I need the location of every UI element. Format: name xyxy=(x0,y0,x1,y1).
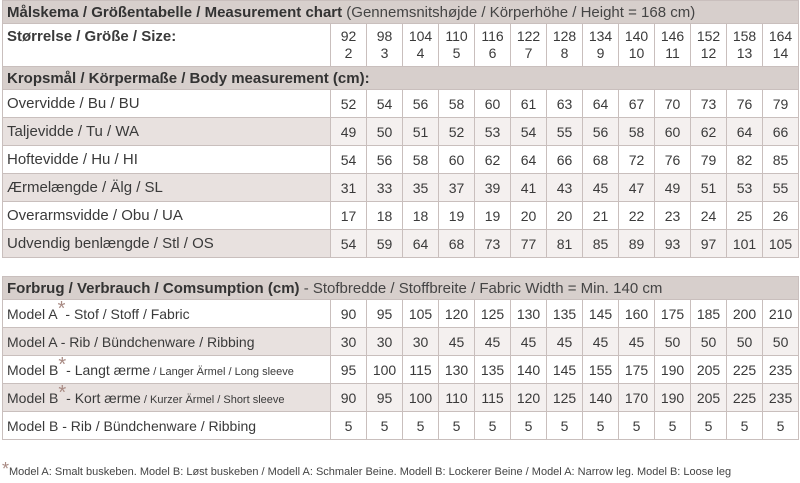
value-cell: 45 xyxy=(583,174,619,202)
chart-title-row xyxy=(3,1,799,24)
value-cell: 66 xyxy=(763,118,799,146)
value-cell: 26 xyxy=(763,202,799,230)
table-row xyxy=(3,356,799,384)
row-label-text: Model B - Rib / Bündchenware / Ribbing xyxy=(7,417,257,434)
size-cell xyxy=(331,24,367,67)
value-cell: 93 xyxy=(655,230,691,258)
value-cell: 5 xyxy=(691,412,727,440)
value-cell: 225 xyxy=(727,384,763,412)
table-row xyxy=(3,300,799,328)
size-height: 152 xyxy=(696,28,721,44)
value-cell: 205 xyxy=(691,384,727,412)
value-cell: 5 xyxy=(619,412,655,440)
chart-title xyxy=(3,1,799,24)
value-cell: 61 xyxy=(511,90,547,118)
value-cell: 52 xyxy=(439,118,475,146)
value-cell: 140 xyxy=(511,356,547,384)
row-label xyxy=(3,384,331,412)
table-row xyxy=(3,118,799,146)
height-note: (Gennemsnitshøjde / Körperhöhe / Height = 168 cm) xyxy=(342,3,696,21)
size-height: 158 xyxy=(732,28,757,44)
value-cell: 200 xyxy=(727,300,763,328)
value-cell: 45 xyxy=(547,328,583,356)
value-cell: 30 xyxy=(403,328,439,356)
value-cell: 76 xyxy=(655,146,691,174)
size-number: 3 xyxy=(380,45,389,61)
table-row xyxy=(3,90,799,118)
size-number: 6 xyxy=(488,45,497,61)
asterisk-icon: * xyxy=(58,383,67,404)
value-cell: 45 xyxy=(439,328,475,356)
value-cell: 64 xyxy=(511,146,547,174)
row-label xyxy=(3,356,331,384)
value-cell: 190 xyxy=(655,356,691,384)
size-number: 12 xyxy=(700,45,717,61)
size-height: 128 xyxy=(552,28,577,44)
value-cell: 210 xyxy=(763,300,799,328)
size-cell xyxy=(763,24,799,67)
value-cell: 50 xyxy=(727,328,763,356)
value-cell: 20 xyxy=(547,202,583,230)
size-height: 104 xyxy=(408,28,433,44)
value-cell: 79 xyxy=(691,146,727,174)
value-cell: 85 xyxy=(763,146,799,174)
row-label-suffix: - Langt ærme xyxy=(66,361,151,378)
size-cell xyxy=(439,24,475,67)
value-cell: 45 xyxy=(583,328,619,356)
value-cell: 54 xyxy=(331,230,367,258)
value-cell: 33 xyxy=(367,174,403,202)
value-cell: 145 xyxy=(583,300,619,328)
table-row xyxy=(3,412,799,440)
value-cell: 49 xyxy=(331,118,367,146)
value-cell: 5 xyxy=(331,412,367,440)
value-cell: 68 xyxy=(583,146,619,174)
value-cell: 73 xyxy=(475,230,511,258)
size-label: Størrelse / Größe / Size: xyxy=(3,24,331,67)
value-cell: 5 xyxy=(763,412,799,440)
value-cell: 67 xyxy=(619,90,655,118)
size-table xyxy=(2,0,799,258)
value-cell: 54 xyxy=(367,90,403,118)
chart-title-text: Målskema / Größentabelle / Measurement chart xyxy=(7,3,343,21)
value-cell: 130 xyxy=(439,356,475,384)
value-cell: 120 xyxy=(511,384,547,412)
value-cell: 100 xyxy=(403,384,439,412)
value-cell: 52 xyxy=(331,90,367,118)
value-cell: 5 xyxy=(367,412,403,440)
value-cell: 5 xyxy=(475,412,511,440)
value-cell: 60 xyxy=(655,118,691,146)
value-cell: 22 xyxy=(619,202,655,230)
value-cell: 95 xyxy=(331,356,367,384)
size-number: 4 xyxy=(416,45,425,61)
row-label-note: / Kurzer Ärmel / Short sleeve xyxy=(140,393,285,406)
value-cell: 145 xyxy=(547,356,583,384)
size-number: 13 xyxy=(736,45,753,61)
value-cell: 56 xyxy=(403,90,439,118)
asterisk-icon: * xyxy=(58,355,67,376)
value-cell: 90 xyxy=(331,300,367,328)
value-cell: 175 xyxy=(619,356,655,384)
value-cell: 95 xyxy=(367,384,403,412)
size-height: 98 xyxy=(376,28,393,44)
value-cell: 21 xyxy=(583,202,619,230)
size-cell xyxy=(583,24,619,67)
body-rows xyxy=(3,90,799,258)
size-height: 92 xyxy=(340,28,357,44)
row-label-note: / Langer Ärmel / Long sleeve xyxy=(150,365,294,378)
value-cell: 170 xyxy=(619,384,655,412)
value-cell: 66 xyxy=(547,146,583,174)
value-cell: 100 xyxy=(367,356,403,384)
row-label: Overvidde / Bu / BU xyxy=(3,90,331,118)
value-cell: 79 xyxy=(763,90,799,118)
size-cell xyxy=(727,24,763,67)
value-cell: 70 xyxy=(655,90,691,118)
table-row xyxy=(3,230,799,258)
consumption-title xyxy=(3,277,799,300)
value-cell: 18 xyxy=(367,202,403,230)
value-cell: 56 xyxy=(367,146,403,174)
consumption-rows xyxy=(3,300,799,440)
size-height: 140 xyxy=(624,28,649,44)
value-cell: 68 xyxy=(439,230,475,258)
value-cell: 62 xyxy=(691,118,727,146)
consumption-title-row xyxy=(3,277,799,300)
value-cell: 101 xyxy=(727,230,763,258)
row-label-suffix: - Stof / Stoff / Fabric xyxy=(65,305,190,322)
row-label: Overarmsvidde / Obu / UA xyxy=(3,202,331,230)
value-cell: 135 xyxy=(547,300,583,328)
value-cell: 155 xyxy=(583,356,619,384)
value-cell: 25 xyxy=(727,202,763,230)
value-cell: 19 xyxy=(475,202,511,230)
value-cell: 5 xyxy=(583,412,619,440)
size-cell xyxy=(403,24,439,67)
footnote xyxy=(2,459,732,479)
value-cell: 58 xyxy=(619,118,655,146)
size-number: 14 xyxy=(772,45,789,61)
row-label-text: Model B xyxy=(7,389,59,406)
value-cell: 55 xyxy=(547,118,583,146)
row-label-text: Model B xyxy=(7,361,59,378)
value-cell: 43 xyxy=(547,174,583,202)
value-cell: 58 xyxy=(439,90,475,118)
value-cell: 82 xyxy=(727,146,763,174)
value-cell: 19 xyxy=(439,202,475,230)
size-height: 122 xyxy=(516,28,541,44)
size-cell xyxy=(511,24,547,67)
value-cell: 73 xyxy=(691,90,727,118)
value-cell: 72 xyxy=(619,146,655,174)
table-row xyxy=(3,384,799,412)
value-cell: 60 xyxy=(475,90,511,118)
size-height: 146 xyxy=(660,28,685,44)
consumption-title-text: Forbrug / Verbrauch / Comsumption (cm) xyxy=(7,279,300,297)
value-cell: 135 xyxy=(475,356,511,384)
value-cell: 45 xyxy=(511,328,547,356)
value-cell: 130 xyxy=(511,300,547,328)
value-cell: 18 xyxy=(403,202,439,230)
value-cell: 5 xyxy=(727,412,763,440)
row-label-suffix: - Kort ærme xyxy=(66,389,141,406)
size-cell xyxy=(367,24,403,67)
size-number: 9 xyxy=(596,45,605,61)
value-cell: 5 xyxy=(511,412,547,440)
value-cell: 45 xyxy=(475,328,511,356)
value-cell: 41 xyxy=(511,174,547,202)
value-cell: 20 xyxy=(511,202,547,230)
value-cell: 77 xyxy=(511,230,547,258)
value-cell: 50 xyxy=(655,328,691,356)
value-cell: 160 xyxy=(619,300,655,328)
value-cell: 49 xyxy=(655,174,691,202)
value-cell: 39 xyxy=(475,174,511,202)
row-label xyxy=(3,412,331,440)
size-height: 110 xyxy=(445,28,468,44)
size-height: 134 xyxy=(588,28,613,44)
value-cell: 17 xyxy=(331,202,367,230)
size-number: 7 xyxy=(524,45,533,61)
body-section-title xyxy=(3,67,799,90)
size-cell xyxy=(691,24,727,67)
value-cell: 58 xyxy=(403,146,439,174)
size-number: 8 xyxy=(560,45,569,61)
value-cell: 35 xyxy=(403,174,439,202)
value-cell: 140 xyxy=(583,384,619,412)
value-cell: 5 xyxy=(439,412,475,440)
value-cell: 64 xyxy=(583,90,619,118)
value-cell: 110 xyxy=(439,384,475,412)
value-cell: 50 xyxy=(367,118,403,146)
size-number: 10 xyxy=(628,45,645,61)
consumption-table xyxy=(2,276,799,440)
row-label: Hoftevidde / Hu / HI xyxy=(3,146,331,174)
value-cell: 51 xyxy=(403,118,439,146)
value-cell: 60 xyxy=(439,146,475,174)
value-cell: 59 xyxy=(367,230,403,258)
row-label: Taljevidde / Tu / WA xyxy=(3,118,331,146)
value-cell: 56 xyxy=(583,118,619,146)
value-cell: 76 xyxy=(727,90,763,118)
value-cell: 5 xyxy=(403,412,439,440)
value-cell: 30 xyxy=(367,328,403,356)
value-cell: 53 xyxy=(727,174,763,202)
value-cell: 105 xyxy=(403,300,439,328)
value-cell: 30 xyxy=(331,328,367,356)
value-cell: 53 xyxy=(475,118,511,146)
value-cell: 81 xyxy=(547,230,583,258)
size-number: 11 xyxy=(665,45,680,61)
size-cell xyxy=(475,24,511,67)
row-label-text: Model A xyxy=(7,305,58,322)
value-cell: 85 xyxy=(583,230,619,258)
value-cell: 185 xyxy=(691,300,727,328)
size-cell xyxy=(547,24,583,67)
body-section-text: Kropsmål / Körpermaße / Body measurement (cm): xyxy=(7,69,370,87)
value-cell: 175 xyxy=(655,300,691,328)
measurement-sheet xyxy=(2,0,798,440)
section-gap xyxy=(2,258,798,276)
size-height: 116 xyxy=(481,28,504,44)
value-cell: 235 xyxy=(763,356,799,384)
value-cell: 54 xyxy=(511,118,547,146)
footnote-text: Model A: Smalt buskeben. Model B: Løst buskeben / Modell A: Schmaler Beine. Modell B: Lockerer Beine / Model A: Narrow leg. Model B: Loose leg xyxy=(9,466,732,478)
value-cell: 120 xyxy=(439,300,475,328)
value-cell: 63 xyxy=(547,90,583,118)
row-label xyxy=(3,328,331,356)
value-cell: 90 xyxy=(331,384,367,412)
value-cell: 97 xyxy=(691,230,727,258)
size-number: 5 xyxy=(452,45,461,61)
value-cell: 31 xyxy=(331,174,367,202)
fabric-width-note: - Stofbredde / Stoffbreite / Fabric Width = Min. 140 cm xyxy=(299,279,663,297)
value-cell: 125 xyxy=(547,384,583,412)
value-cell: 115 xyxy=(475,384,511,412)
value-cell: 24 xyxy=(691,202,727,230)
value-cell: 190 xyxy=(655,384,691,412)
table-row xyxy=(3,146,799,174)
asterisk-icon: * xyxy=(2,459,10,479)
table-row xyxy=(3,202,799,230)
row-label-text: Model A - Rib / Bündchenware / Ribbing xyxy=(7,333,255,350)
value-cell: 23 xyxy=(655,202,691,230)
value-cell: 64 xyxy=(403,230,439,258)
value-cell: 115 xyxy=(403,356,439,384)
value-cell: 5 xyxy=(655,412,691,440)
row-label: Ærmelængde / Älg / SL xyxy=(3,174,331,202)
row-label: Udvendig benlængde / Stl / OS xyxy=(3,230,331,258)
value-cell: 125 xyxy=(475,300,511,328)
value-cell: 5 xyxy=(547,412,583,440)
value-cell: 50 xyxy=(763,328,799,356)
value-cell: 47 xyxy=(619,174,655,202)
table-row xyxy=(3,328,799,356)
size-number: 2 xyxy=(344,45,353,61)
value-cell: 51 xyxy=(691,174,727,202)
table-row xyxy=(3,174,799,202)
value-cell: 105 xyxy=(763,230,799,258)
value-cell: 89 xyxy=(619,230,655,258)
value-cell: 54 xyxy=(331,146,367,174)
value-cell: 235 xyxy=(763,384,799,412)
size-row xyxy=(3,24,799,67)
value-cell: 205 xyxy=(691,356,727,384)
size-cell xyxy=(655,24,691,67)
value-cell: 50 xyxy=(691,328,727,356)
value-cell: 95 xyxy=(367,300,403,328)
body-section-row xyxy=(3,67,799,90)
value-cell: 225 xyxy=(727,356,763,384)
value-cell: 45 xyxy=(619,328,655,356)
value-cell: 64 xyxy=(727,118,763,146)
value-cell: 62 xyxy=(475,146,511,174)
value-cell: 37 xyxy=(439,174,475,202)
asterisk-icon: * xyxy=(57,299,66,320)
row-label xyxy=(3,300,331,328)
size-cell xyxy=(619,24,655,67)
value-cell: 55 xyxy=(763,174,799,202)
size-height: 164 xyxy=(768,28,793,44)
